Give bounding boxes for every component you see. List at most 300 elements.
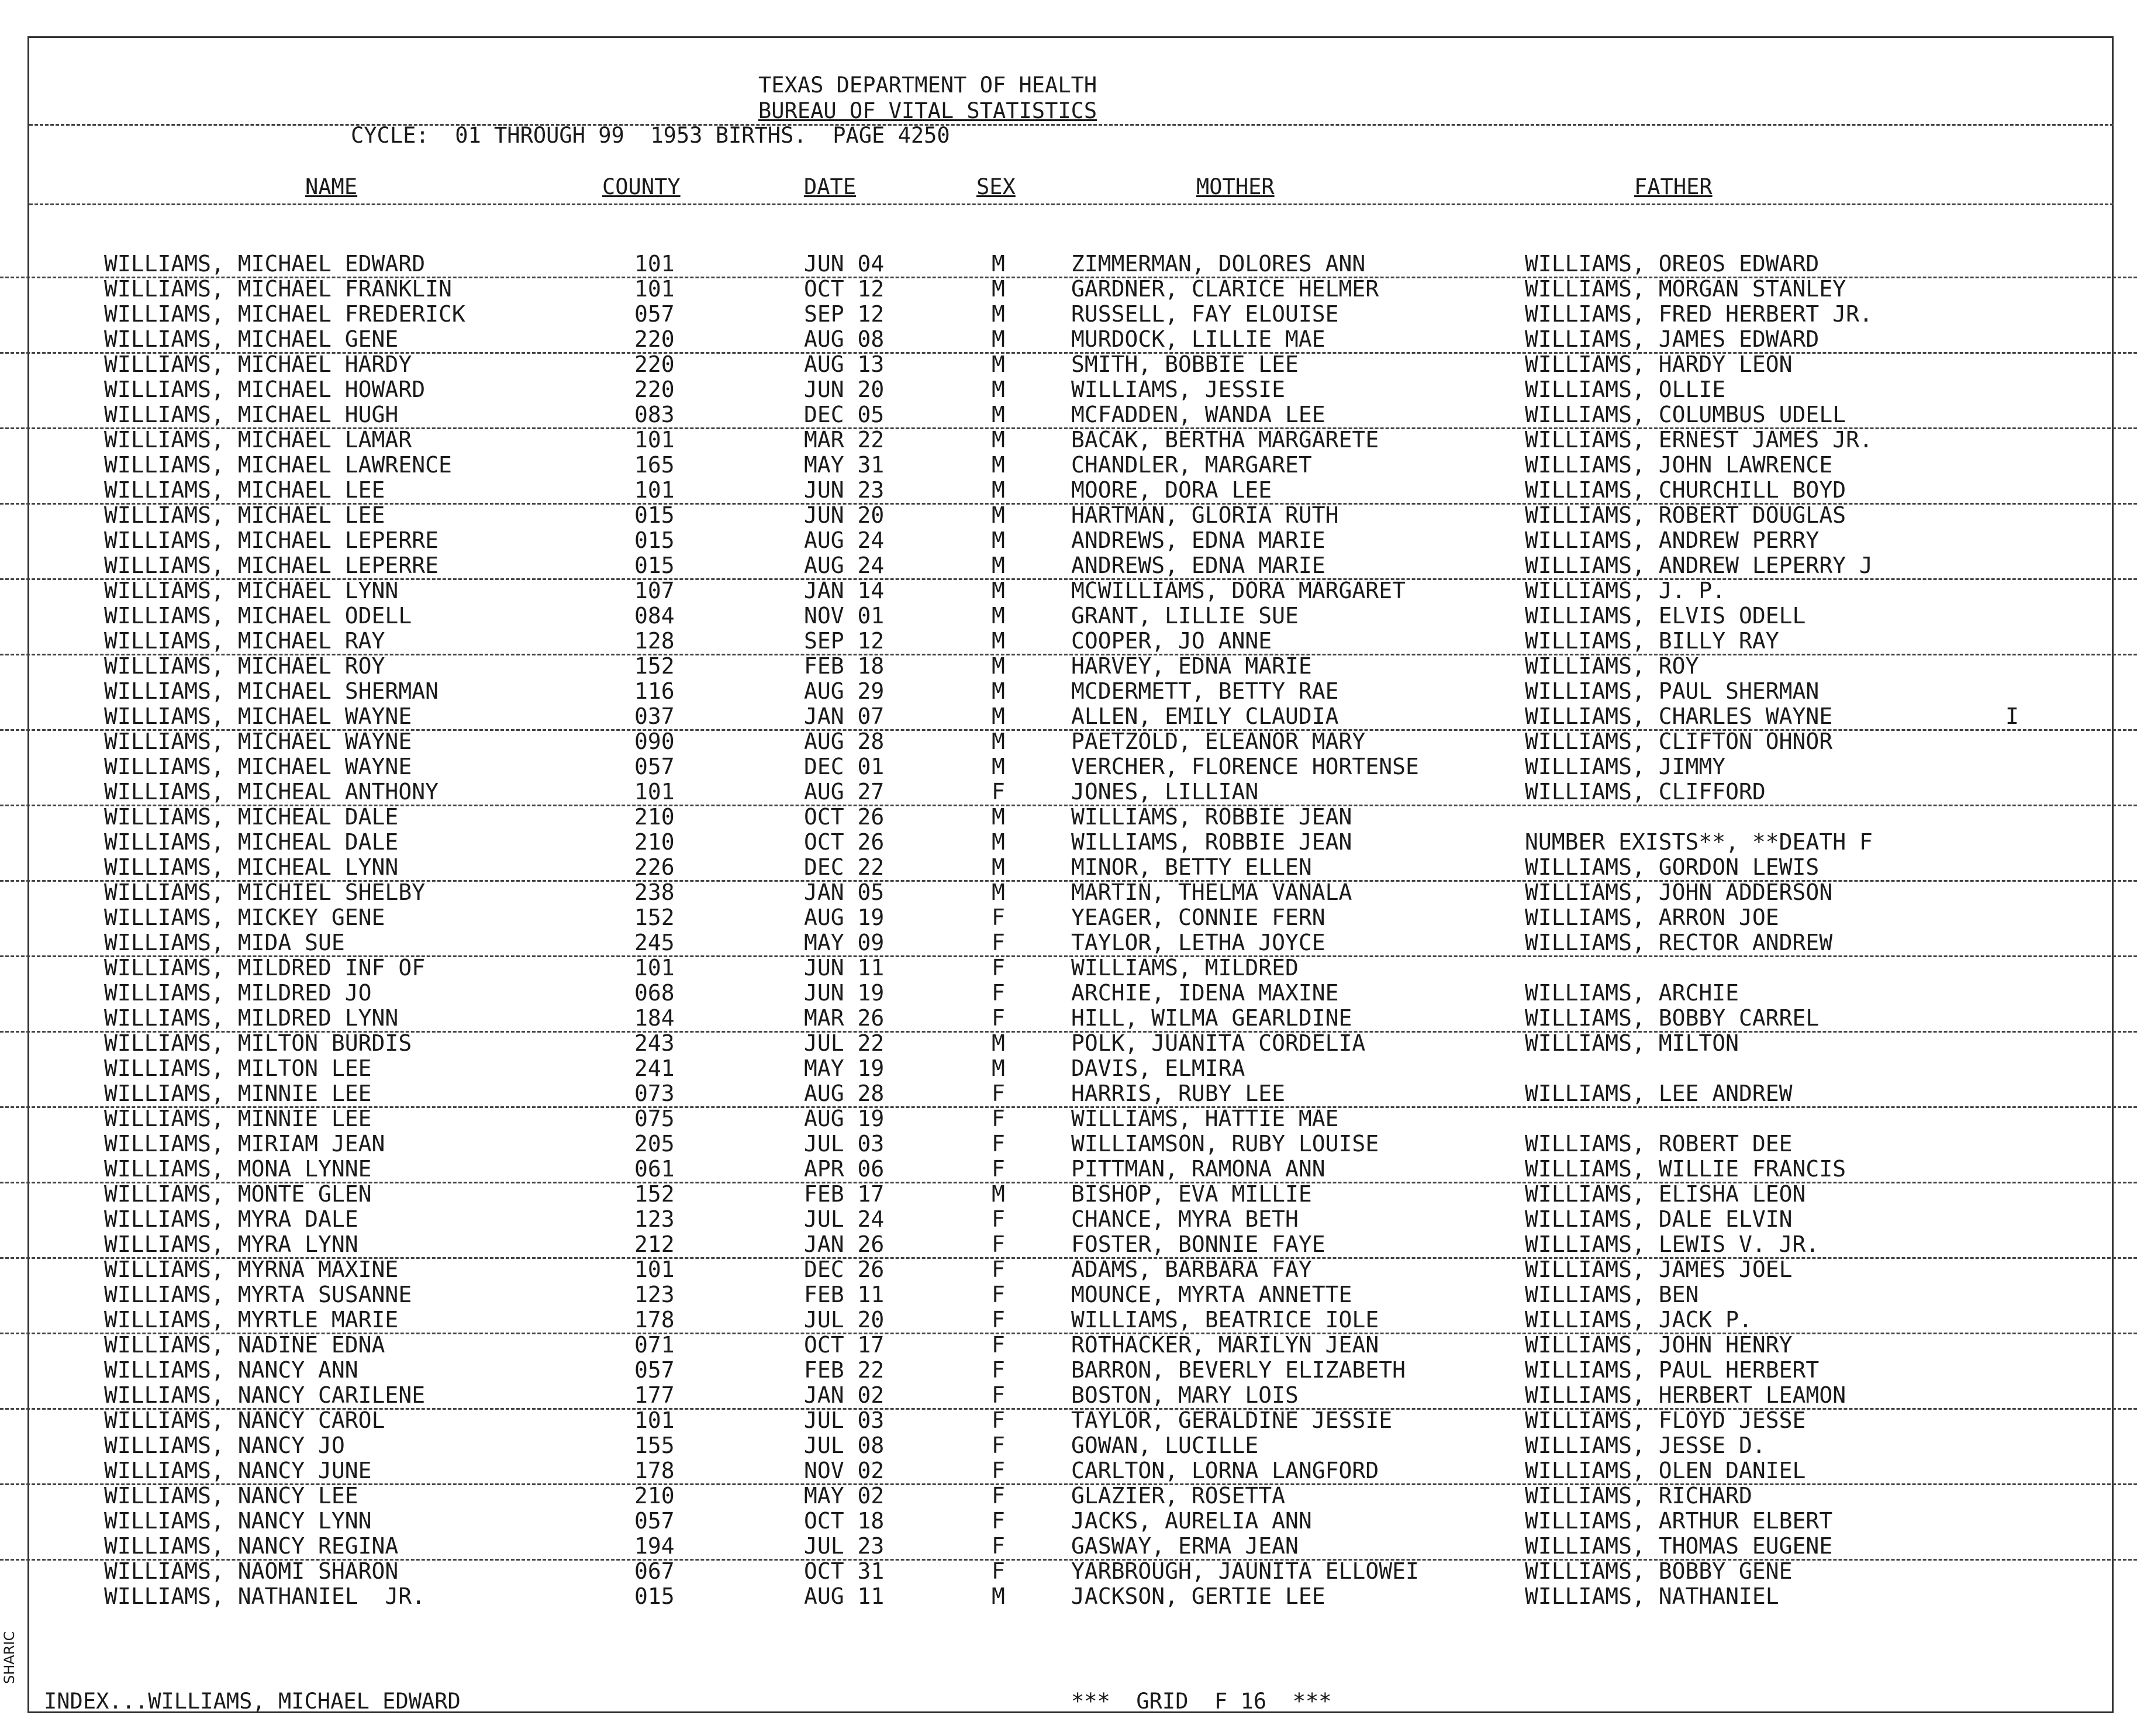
table-row <box>0 377 2137 402</box>
cell-county: 128 <box>634 628 675 654</box>
table-row <box>0 553 2137 580</box>
table-row <box>0 1307 2137 1334</box>
cell-mother: GOWAN, LUCILLE <box>1071 1433 1259 1458</box>
cell-date: FEB 22 <box>804 1357 885 1383</box>
cell-county: 075 <box>634 1106 675 1131</box>
cell-father: WILLIAMS, THOMAS EUGENE <box>1525 1533 1833 1559</box>
cell-county: 107 <box>634 578 675 603</box>
table-row <box>0 302 2137 327</box>
cell-mother: MOORE, DORA LEE <box>1071 477 1272 503</box>
cell-date: MAY 31 <box>804 452 885 478</box>
cell-county: 220 <box>634 326 675 352</box>
cell-mother: GASWAY, ERMA JEAN <box>1071 1533 1299 1559</box>
cell-sex: M <box>992 804 1005 830</box>
cell-father: WILLIAMS, ARTHUR ELBERT <box>1525 1508 1833 1534</box>
cell-mother: HILL, WILMA GEARLDINE <box>1071 1005 1352 1031</box>
cell-county: 101 <box>634 955 675 981</box>
cell-sex: F <box>992 1231 1005 1257</box>
table-row <box>0 930 2137 957</box>
cell-sex: M <box>992 1181 1005 1207</box>
cell-name: WILLIAMS, MICHAEL HOWARD <box>104 377 426 402</box>
cell-county: 101 <box>634 251 675 277</box>
cell-county: 205 <box>634 1131 675 1157</box>
table-row <box>0 955 2137 981</box>
cell-county: 101 <box>634 477 675 503</box>
cell-father: WILLIAMS, FRED HERBERT JR. <box>1525 301 1873 327</box>
cell-name: WILLIAMS, MINNIE LEE <box>104 1106 372 1131</box>
table-row <box>0 603 2137 629</box>
cell-sex: M <box>992 251 1005 277</box>
table-row <box>0 1157 2137 1183</box>
table-row <box>0 1282 2137 1307</box>
cell-county: 101 <box>634 276 675 302</box>
cell-sex: M <box>992 1030 1005 1056</box>
table-row <box>0 779 2137 806</box>
cell-county: 210 <box>634 804 675 830</box>
cell-date: JUN 20 <box>804 502 885 528</box>
table-row <box>0 251 2137 278</box>
table-row <box>0 1006 2137 1033</box>
cell-mother: COOPER, JO ANNE <box>1071 628 1272 654</box>
cell-father: WILLIAMS, ARRON JOE <box>1525 905 1779 930</box>
cell-father: WILLIAMS, ROY <box>1525 653 1699 679</box>
cell-name: WILLIAMS, MICHAEL LEPERRE <box>104 553 439 578</box>
column-header-divider <box>29 203 2114 205</box>
cell-sex: F <box>992 1407 1005 1433</box>
cell-date: AUG 19 <box>804 1106 885 1131</box>
cell-date: JUL 03 <box>804 1407 885 1433</box>
cell-date: DEC 05 <box>804 402 885 427</box>
cell-mother: WILLIAMS, MILDRED <box>1071 955 1299 981</box>
cell-name: WILLIAMS, MICHEAL ANTHONY <box>104 779 439 805</box>
cell-name: WILLIAMS, MICHAEL HUGH <box>104 402 399 427</box>
cell-name: WILLIAMS, MILTON BURDIS <box>104 1030 412 1056</box>
cell-mother: BOSTON, MARY LOIS <box>1071 1382 1299 1408</box>
cell-name: WILLIAMS, MICHAEL FRANKLIN <box>104 276 452 302</box>
cell-sex: F <box>992 1106 1005 1131</box>
cell-name: WILLIAMS, MICKEY GENE <box>104 905 385 930</box>
cell-date: FEB 17 <box>804 1181 885 1207</box>
cell-name: WILLIAMS, NANCY JUNE <box>104 1458 372 1483</box>
cell-name: WILLIAMS, MICHIEL SHELBY <box>104 879 426 905</box>
cell-father: WILLIAMS, ELISHA LEON <box>1525 1181 1806 1207</box>
cell-name: WILLIAMS, MICHAEL SHERMAN <box>104 678 439 704</box>
cell-mother: ARCHIE, IDENA MAXINE <box>1071 980 1339 1006</box>
cell-father: WILLIAMS, CLIFFORD <box>1525 779 1766 805</box>
cell-name: WILLIAMS, MICHAEL ROY <box>104 653 385 679</box>
cell-name: WILLIAMS, NANCY CAROL <box>104 1407 385 1433</box>
cell-father: WILLIAMS, JAMES JOEL <box>1525 1257 1793 1282</box>
cell-county: 177 <box>634 1382 675 1408</box>
cell-sex: M <box>992 678 1005 704</box>
cell-county: 057 <box>634 301 675 327</box>
cell-county: 152 <box>634 905 675 930</box>
cell-mother: ANDREWS, EDNA MARIE <box>1071 527 1325 553</box>
cell-date: FEB 11 <box>804 1282 885 1307</box>
cell-mother: JACKS, AURELIA ANN <box>1071 1508 1312 1534</box>
cell-sex: M <box>992 502 1005 528</box>
cell-county: 090 <box>634 729 675 754</box>
cell-date: JAN 07 <box>804 703 885 729</box>
cell-name: WILLIAMS, MICHAEL LAWRENCE <box>104 452 452 478</box>
cell-date: AUG 28 <box>804 1081 885 1106</box>
cell-father: WILLIAMS, JOHN ADDERSON <box>1525 879 1833 905</box>
cell-date: MAY 19 <box>804 1055 885 1081</box>
cell-county: 061 <box>634 1156 675 1182</box>
cell-name: WILLIAMS, MICHAEL LEPERRE <box>104 527 439 553</box>
cell-sex: F <box>992 980 1005 1006</box>
cell-sex: M <box>992 427 1005 453</box>
table-row <box>0 830 2137 855</box>
cell-county: 084 <box>634 603 675 629</box>
table-row <box>0 453 2137 478</box>
table-row <box>0 1232 2137 1259</box>
cell-mother: MARTIN, THELMA VANALA <box>1071 879 1352 905</box>
cell-sex: M <box>992 351 1005 377</box>
cell-sex: F <box>992 1382 1005 1408</box>
cell-sex: F <box>992 1533 1005 1559</box>
cell-date: JUN 23 <box>804 477 885 503</box>
cell-date: JUN 20 <box>804 377 885 402</box>
cell-mother: YEAGER, CONNIE FERN <box>1071 905 1325 930</box>
cell-mother: WILLIAMS, ROBBIE JEAN <box>1071 804 1352 830</box>
cell-name: WILLIAMS, NANCY LYNN <box>104 1508 372 1534</box>
cell-sex: F <box>992 1081 1005 1106</box>
cell-date: AUG 24 <box>804 553 885 578</box>
cell-name: WILLIAMS, MICHAEL LEE <box>104 502 385 528</box>
cell-date: OCT 26 <box>804 804 885 830</box>
cell-sex: F <box>992 779 1005 805</box>
cell-father: WILLIAMS, BOBBY CARREL <box>1525 1005 1820 1031</box>
table-row <box>0 1534 2137 1561</box>
cell-mother: GRANT, LILLIE SUE <box>1071 603 1299 629</box>
cell-county: 184 <box>634 1005 675 1031</box>
cell-name: WILLIAMS, MICHAEL LEE <box>104 477 385 503</box>
cell-mother: MCDERMETT, BETTY RAE <box>1071 678 1339 704</box>
cell-date: AUG 08 <box>804 326 885 352</box>
table-row <box>0 277 2137 302</box>
cell-date: MAY 02 <box>804 1483 885 1509</box>
header-cycle: CYCLE: 01 THROUGH 99 1953 BIRTHS. PAGE 4250 <box>351 123 950 148</box>
cell-sex: F <box>992 1508 1005 1534</box>
cell-name: WILLIAMS, MYRTLE MARIE <box>104 1307 399 1333</box>
table-row <box>0 478 2137 505</box>
cell-father: WILLIAMS, COLUMBUS UDELL <box>1525 402 1846 427</box>
cell-date: AUG 29 <box>804 678 885 704</box>
cell-date: OCT 31 <box>804 1558 885 1584</box>
cell-date: MAY 09 <box>804 930 885 955</box>
table-row <box>0 629 2137 655</box>
cell-county: 101 <box>634 779 675 805</box>
cell-name: WILLIAMS, MYRTA SUSANNE <box>104 1282 412 1307</box>
cell-date: JUL 08 <box>804 1433 885 1458</box>
cell-county: 083 <box>634 402 675 427</box>
cell-name: WILLIAMS, NANCY LEE <box>104 1483 358 1509</box>
cell-father: WILLIAMS, FLOYD JESSE <box>1525 1407 1806 1433</box>
cell-county: 220 <box>634 351 675 377</box>
cell-sex: F <box>992 1433 1005 1458</box>
cell-sex: F <box>992 905 1005 930</box>
cell-sex: M <box>992 1055 1005 1081</box>
cell-sex: F <box>992 1282 1005 1307</box>
cell-mother: PITTMAN, RAMONA ANN <box>1071 1156 1325 1182</box>
table-row <box>0 1458 2137 1485</box>
cell-county: 226 <box>634 854 675 880</box>
table-row <box>0 503 2137 528</box>
cell-county: 152 <box>634 1181 675 1207</box>
cell-county: 015 <box>634 502 675 528</box>
cell-mother: WILLIAMS, HATTIE MAE <box>1071 1106 1339 1131</box>
cell-mother: GLAZIER, ROSETTA <box>1071 1483 1286 1509</box>
cell-mother: WILLIAMS, ROBBIE JEAN <box>1071 829 1352 855</box>
table-row <box>0 578 2137 603</box>
cell-mother: PAETZOLD, ELEANOR MARY <box>1071 729 1366 754</box>
cell-father: WILLIAMS, JESSE D. <box>1525 1433 1766 1458</box>
cell-sex: F <box>992 1156 1005 1182</box>
cell-date: DEC 01 <box>804 754 885 779</box>
cell-county: 194 <box>634 1533 675 1559</box>
footer-grid: *** GRID F 16 *** <box>1071 1689 1332 1714</box>
cell-sex: M <box>992 854 1005 880</box>
cell-name: WILLIAMS, MICHAEL RAY <box>104 628 385 654</box>
cell-father: WILLIAMS, PAUL HERBERT <box>1525 1357 1820 1383</box>
cell-father: WILLIAMS, GORDON LEWIS <box>1525 854 1820 880</box>
table-row <box>0 654 2137 679</box>
cell-county: 165 <box>634 452 675 478</box>
column-header-sex: SEX <box>976 174 1016 199</box>
cell-father: WILLIAMS, LEWIS V. JR. <box>1525 1231 1820 1257</box>
cell-name: WILLIAMS, NANCY REGINA <box>104 1533 399 1559</box>
cell-father: WILLIAMS, ERNEST JAMES JR. <box>1525 427 1873 453</box>
cell-county: 015 <box>634 1583 675 1609</box>
cell-date: JUL 24 <box>804 1206 885 1232</box>
cell-name: WILLIAMS, MICHEAL DALE <box>104 804 399 830</box>
cell-county: 152 <box>634 653 675 679</box>
cell-sex: F <box>992 1206 1005 1232</box>
cell-mother: HARRIS, RUBY LEE <box>1071 1081 1286 1106</box>
cell-mother: BARRON, BEVERLY ELIZABETH <box>1071 1357 1406 1383</box>
cell-sex: M <box>992 829 1005 855</box>
cell-mother: CHANCE, MYRA BETH <box>1071 1206 1299 1232</box>
cell-date: MAR 22 <box>804 427 885 453</box>
cell-county: 245 <box>634 930 675 955</box>
cell-sex: F <box>992 1131 1005 1157</box>
cell-name: WILLIAMS, NANCY ANN <box>104 1357 358 1383</box>
cell-county: 116 <box>634 678 675 704</box>
cell-mother: MINOR, BETTY ELLEN <box>1071 854 1312 880</box>
cell-mother: ADAMS, BARBARA FAY <box>1071 1257 1312 1282</box>
cell-name: WILLIAMS, MINNIE LEE <box>104 1081 372 1106</box>
table-row <box>0 1358 2137 1383</box>
table-row <box>0 805 2137 830</box>
cell-father: WILLIAMS, ROBERT DOUGLAS <box>1525 502 1846 528</box>
cell-sex: M <box>992 879 1005 905</box>
cell-date: SEP 12 <box>804 628 885 654</box>
cell-date: OCT 12 <box>804 276 885 302</box>
cell-mother: MCFADDEN, WANDA LEE <box>1071 402 1325 427</box>
cell-name: WILLIAMS, MILDRED INF OF <box>104 955 426 981</box>
cell-county: 037 <box>634 703 675 729</box>
cell-father: WILLIAMS, DALE ELVIN <box>1525 1206 1793 1232</box>
table-row <box>0 1584 2137 1609</box>
cell-county: 067 <box>634 1558 675 1584</box>
cell-sex: M <box>992 754 1005 779</box>
cell-name: WILLIAMS, MICHAEL FREDERICK <box>104 301 465 327</box>
cell-father: WILLIAMS, ELVIS ODELL <box>1525 603 1806 629</box>
column-header-date: DATE <box>804 174 857 199</box>
cell-name: WILLIAMS, NAOMI SHARON <box>104 1558 399 1584</box>
cell-county: 243 <box>634 1030 675 1056</box>
cell-date: JAN 05 <box>804 879 885 905</box>
cell-sex: M <box>992 603 1005 629</box>
cell-father: WILLIAMS, CHARLES WAYNE <box>1525 703 1833 729</box>
cell-name: WILLIAMS, MONA LYNNE <box>104 1156 372 1182</box>
cell-name: WILLIAMS, MONTE GLEN <box>104 1181 372 1207</box>
cell-sex: M <box>992 326 1005 352</box>
cell-sex: M <box>992 653 1005 679</box>
cell-name: WILLIAMS, MILTON LEE <box>104 1055 372 1081</box>
table-row <box>0 1131 2137 1157</box>
cell-name: WILLIAMS, MICHAEL LAMAR <box>104 427 412 453</box>
cell-sex: M <box>992 377 1005 402</box>
header-department: TEXAS DEPARTMENT OF HEALTH <box>758 73 1097 98</box>
table-row <box>0 704 2137 731</box>
cell-county: 057 <box>634 754 675 779</box>
cell-sex: F <box>992 1307 1005 1333</box>
cell-father: WILLIAMS, CHURCHILL BOYD <box>1525 477 1846 503</box>
cell-father: WILLIAMS, J. P. <box>1525 578 1726 603</box>
table-row <box>0 905 2137 930</box>
cell-name: WILLIAMS, MYRNA MAXINE <box>104 1257 399 1282</box>
cell-mother: BISHOP, EVA MILLIE <box>1071 1181 1312 1207</box>
table-row <box>0 1031 2137 1056</box>
cell-mother: JONES, LILLIAN <box>1071 779 1259 805</box>
table-row <box>0 754 2137 779</box>
cell-name: WILLIAMS, MICHAEL LYNN <box>104 578 399 603</box>
cell-county: 123 <box>634 1206 675 1232</box>
table-row <box>0 402 2137 429</box>
cell-county: 241 <box>634 1055 675 1081</box>
cell-sex: F <box>992 1257 1005 1282</box>
cell-name: WILLIAMS, NADINE EDNA <box>104 1332 385 1358</box>
cell-father: WILLIAMS, HERBERT LEAMON <box>1525 1382 1846 1408</box>
cell-sex: F <box>992 1357 1005 1383</box>
cell-date: NOV 02 <box>804 1458 885 1483</box>
cell-name: WILLIAMS, NATHANIEL JR. <box>104 1583 426 1609</box>
cell-sex: M <box>992 1583 1005 1609</box>
cell-county: 057 <box>634 1357 675 1383</box>
cell-mother: ANDREWS, EDNA MARIE <box>1071 553 1325 578</box>
cell-date: DEC 26 <box>804 1257 885 1282</box>
cell-sex: M <box>992 578 1005 603</box>
cell-date: JUL 20 <box>804 1307 885 1333</box>
cell-county: 210 <box>634 1483 675 1509</box>
cell-father: WILLIAMS, JAMES EDWARD <box>1525 326 1820 352</box>
cell-date: JAN 14 <box>804 578 885 603</box>
cell-date: OCT 17 <box>804 1332 885 1358</box>
cell-sex: F <box>992 1483 1005 1509</box>
table-row <box>0 1433 2137 1458</box>
cell-county: 212 <box>634 1231 675 1257</box>
cell-sex: M <box>992 402 1005 427</box>
cell-sex: F <box>992 1005 1005 1031</box>
cell-sex: M <box>992 729 1005 754</box>
cell-mother: WILLIAMSON, RUBY LOUISE <box>1071 1131 1379 1157</box>
cell-father: WILLIAMS, ARCHIE <box>1525 980 1739 1006</box>
cell-date: AUG 11 <box>804 1583 885 1609</box>
cell-sex: M <box>992 553 1005 578</box>
cell-county: 123 <box>634 1282 675 1307</box>
cell-date: APR 06 <box>804 1156 885 1182</box>
cell-county: 101 <box>634 1257 675 1282</box>
cell-mother: SMITH, BOBBIE LEE <box>1071 351 1299 377</box>
cell-county: 220 <box>634 377 675 402</box>
cell-date: JUN 11 <box>804 955 885 981</box>
cell-name: WILLIAMS, MICHAEL GENE <box>104 326 399 352</box>
cell-name: WILLIAMS, MICHAEL HARDY <box>104 351 412 377</box>
table-row <box>0 981 2137 1006</box>
cell-mother: VERCHER, FLORENCE HORTENSE <box>1071 754 1419 779</box>
cell-sex: M <box>992 301 1005 327</box>
cell-mother: MURDOCK, LILLIE MAE <box>1071 326 1325 352</box>
cell-sex: F <box>992 1458 1005 1483</box>
cell-county: 073 <box>634 1081 675 1106</box>
cell-father: WILLIAMS, ANDREW PERRY <box>1525 527 1820 553</box>
cell-name: WILLIAMS, MICHAEL WAYNE <box>104 754 412 779</box>
table-row <box>0 327 2137 354</box>
cell-name: WILLIAMS, MILDRED JO <box>104 980 372 1006</box>
cell-mother: YARBROUGH, JAUNITA ELLOWEI <box>1071 1558 1419 1584</box>
cell-sex: F <box>992 1332 1005 1358</box>
cell-mother: CHANDLER, MARGARET <box>1071 452 1312 478</box>
cell-county: 101 <box>634 1407 675 1433</box>
cell-name: WILLIAMS, NANCY CARILENE <box>104 1382 426 1408</box>
cell-father: WILLIAMS, RICHARD <box>1525 1483 1752 1509</box>
cell-mother: CARLTON, LORNA LANGFORD <box>1071 1458 1379 1483</box>
cell-date: OCT 18 <box>804 1508 885 1534</box>
table-row <box>0 1207 2137 1232</box>
cell-name: WILLIAMS, MYRA LYNN <box>104 1231 358 1257</box>
table-row <box>0 679 2137 704</box>
cell-name: WILLIAMS, MIDA SUE <box>104 930 345 955</box>
cell-date: AUG 19 <box>804 905 885 930</box>
cell-father: WILLIAMS, NATHANIEL <box>1525 1583 1779 1609</box>
cell-name: WILLIAMS, NANCY JO <box>104 1433 345 1458</box>
cell-county: 057 <box>634 1508 675 1534</box>
cell-father: WILLIAMS, JACK P. <box>1525 1307 1752 1333</box>
table-row <box>0 427 2137 453</box>
cell-date: MAR 26 <box>804 1005 885 1031</box>
cell-father: WILLIAMS, LEE ANDREW <box>1525 1081 1793 1106</box>
column-header-father: FATHER <box>1634 174 1713 199</box>
cell-father: WILLIAMS, OLEN DANIEL <box>1525 1458 1806 1483</box>
cell-mother: MOUNCE, MYRTA ANNETTE <box>1071 1282 1352 1307</box>
cell-date: JUN 19 <box>804 980 885 1006</box>
cell-sex: M <box>992 628 1005 654</box>
cell-sex: M <box>992 527 1005 553</box>
cell-mother: TAYLOR, GERALDINE JESSIE <box>1071 1407 1393 1433</box>
cell-date: JUL 22 <box>804 1030 885 1056</box>
table-row <box>0 1081 2137 1108</box>
cell-father: WILLIAMS, CLIFTON OHNOR <box>1525 729 1833 754</box>
cell-name: WILLIAMS, MICHEAL DALE <box>104 829 399 855</box>
cell-mother: BACAK, BERTHA MARGARETE <box>1071 427 1379 453</box>
cell-county: 068 <box>634 980 675 1006</box>
cell-county: 210 <box>634 829 675 855</box>
cell-name: WILLIAMS, MICHEAL LYNN <box>104 854 399 880</box>
cell-date: DEC 22 <box>804 854 885 880</box>
header-divider-top <box>29 124 2114 126</box>
